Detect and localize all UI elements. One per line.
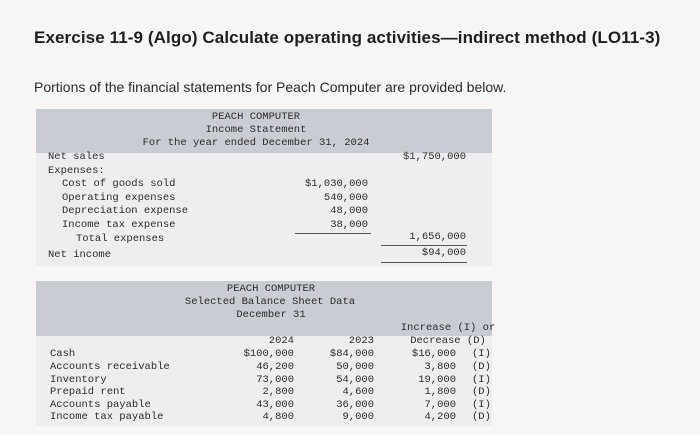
bs-row-2024: 43,000 xyxy=(256,399,294,411)
bs-row-label: Inventory xyxy=(50,374,107,386)
is-name: Income Statement xyxy=(205,124,307,136)
total-rule xyxy=(381,245,467,246)
bs-col-header-2024: 2024 xyxy=(268,335,294,347)
bs-row-change: 1,800 xyxy=(424,386,456,398)
bs-row-label: Cash xyxy=(50,348,76,360)
bs-name: Selected Balance Sheet Data xyxy=(184,296,356,308)
bs-company: PEACH COMPUTER xyxy=(226,283,316,295)
is-net-income-value: $94,000 xyxy=(421,247,466,259)
is-expense-value: 48,000 xyxy=(330,205,368,217)
is-expense-label: Income tax expense xyxy=(62,219,176,231)
bs-row-change: $16,000 xyxy=(411,348,456,360)
bs-row-change: 19,000 xyxy=(418,374,456,386)
bs-row-2023: 4,600 xyxy=(342,386,374,398)
bs-row-label: Income tax payable xyxy=(50,411,164,423)
is-expense-label: Operating expenses xyxy=(62,192,176,204)
bs-row-2024: 46,200 xyxy=(256,361,294,373)
bs-change-header: Increase (I) or xyxy=(400,322,496,334)
is-company: PEACH COMPUTER xyxy=(211,111,301,123)
bs-date: December 31 xyxy=(236,309,306,321)
is-expense-label: Depreciation expense xyxy=(62,205,189,217)
bs-col-header-2023: 2023 xyxy=(348,335,374,347)
is-net-income-label: Net income xyxy=(48,249,112,261)
bs-row-2023: 9,000 xyxy=(342,411,374,423)
bs-row-2024: $100,000 xyxy=(243,348,294,360)
bs-row-direction: (D) xyxy=(472,361,491,373)
bs-row-label: Accounts receivable xyxy=(50,361,170,373)
is-total-expenses-label: Total expenses xyxy=(76,233,165,245)
bs-row-change: 7,000 xyxy=(424,399,456,411)
intro-text: Portions of the financial statements for Peach Computer are provided below. xyxy=(34,79,507,95)
bs-row-2023: 54,000 xyxy=(336,374,374,386)
is-expense-label: Cost of goods sold xyxy=(62,178,176,190)
bs-row-2024: 4,800 xyxy=(262,411,294,423)
is-expenses-label: Expenses: xyxy=(48,165,105,177)
is-expense-value: 540,000 xyxy=(323,192,368,204)
bs-row-2023: 36,000 xyxy=(336,399,374,411)
bs-row-direction: (I) xyxy=(472,374,491,386)
bs-row-2024: 2,800 xyxy=(262,386,294,398)
bs-row-direction: (I) xyxy=(472,348,491,360)
bs-row-direction: (D) xyxy=(472,386,491,398)
is-net-sales-value: $1,750,000 xyxy=(402,151,466,163)
bs-row-2023: $84,000 xyxy=(329,348,374,360)
is-total-expenses-value: 1,656,000 xyxy=(409,231,466,243)
is-expense-value: $1,030,000 xyxy=(304,178,368,190)
bs-row-2024: 73,000 xyxy=(256,374,294,386)
subtotal-rule xyxy=(295,233,371,234)
bs-row-direction: (D) xyxy=(472,411,491,423)
net-income-rule xyxy=(381,262,467,263)
bs-change-header: Decrease (D) xyxy=(410,335,486,347)
bs-row-2023: 50,000 xyxy=(336,361,374,373)
is-expense-value: 38,000 xyxy=(330,219,368,231)
bs-row-direction: (I) xyxy=(472,399,491,411)
exercise-title: Exercise 11-9 (Algo) Calculate operating activities—indirect method (LO11-3) xyxy=(34,28,661,47)
bs-row-change: 3,800 xyxy=(424,361,456,373)
bs-row-label: Prepaid rent xyxy=(50,386,126,398)
is-period: For the year ended December 31, 2024 xyxy=(142,137,370,149)
is-net-sales-label: Net sales xyxy=(48,151,105,163)
bs-row-label: Accounts payable xyxy=(50,399,151,411)
bs-row-change: 4,200 xyxy=(424,411,456,423)
